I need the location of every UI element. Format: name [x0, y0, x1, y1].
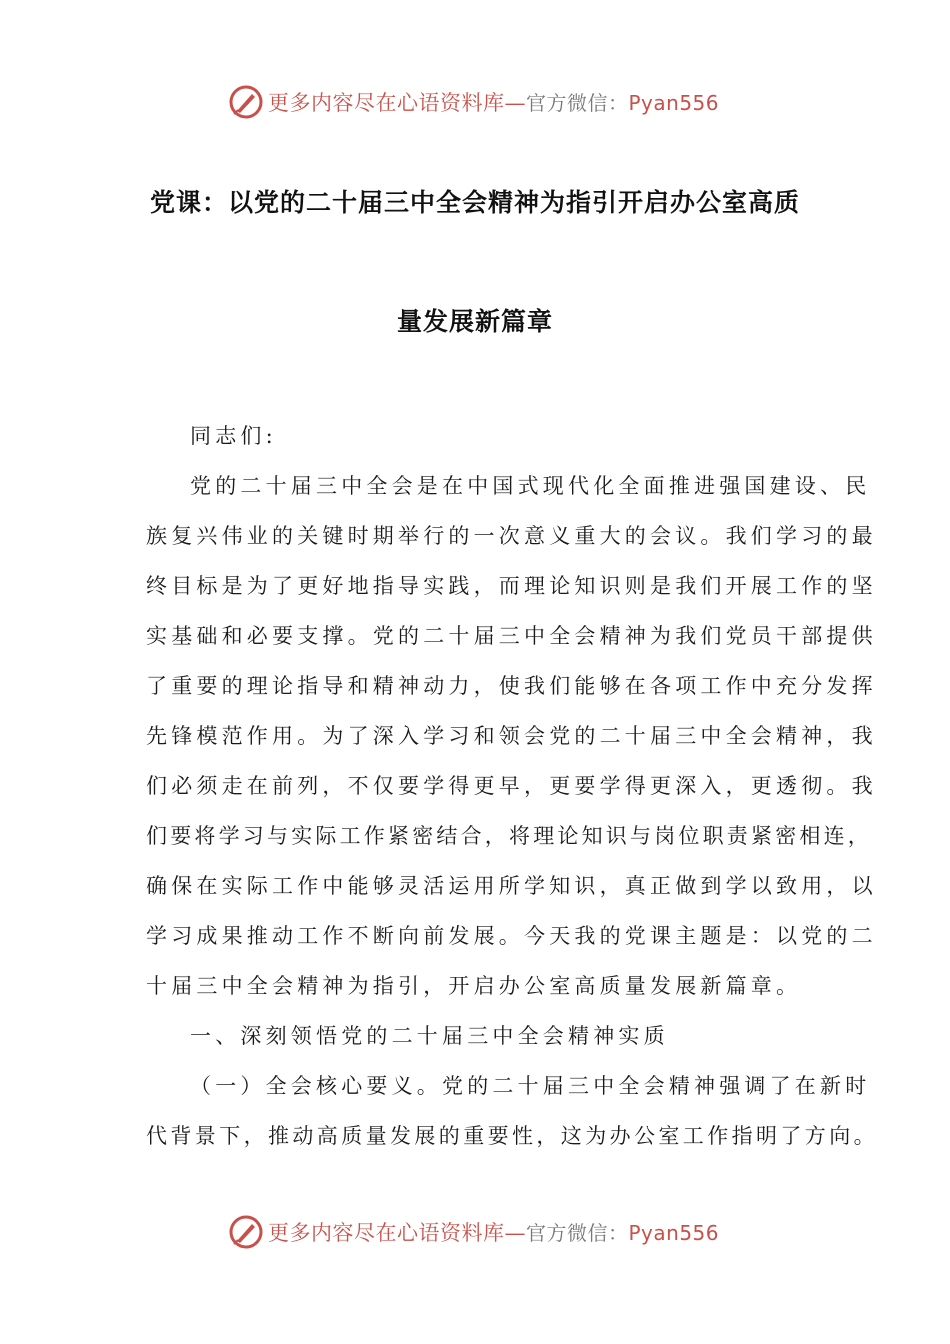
pen-circle-logo-icon [228, 84, 264, 120]
body-line: 十届三中全会精神为指引，开启办公室高质量发展新篇章。 [146, 974, 802, 998]
watermark-dash: — [504, 1221, 526, 1245]
body-line: 学习成果推动工作不断向前发展。今天我的党课主题是：以党的二 [146, 924, 877, 948]
body-line: 们必须走在前列，不仅要学得更早，更要学得更深入，更透彻。我 [146, 774, 877, 798]
body-line: 实基础和必要支撑。党的二十届三中全会精神为我们党员干部提供 [146, 624, 877, 648]
watermark-wechat-label: 官方微信： [526, 91, 629, 115]
subsection-heading: （一）全会核心要义。党的二十届三中全会精神强调了在新时 [190, 1074, 871, 1098]
footer-watermark [0, 1212, 950, 1252]
header-watermark [0, 82, 950, 122]
watermark-wechat-label: 官方微信： [526, 1221, 629, 1245]
body-line: 了重要的理论指导和精神动力，使我们能够在各项工作中充分发挥 [146, 674, 877, 698]
salutation: 同志们: [190, 424, 277, 448]
body-line: 们要将学习与实际工作紧密结合，将理论知识与岗位职责紧密相连， [146, 824, 872, 848]
watermark-wechat-id: Pyan556 [628, 1221, 720, 1245]
watermark-wechat-id: Pyan556 [628, 91, 720, 115]
body-line: 确保在实际工作中能够灵活运用所学知识，真正做到学以致用，以 [146, 874, 877, 898]
watermark-dash: — [504, 91, 526, 115]
body-line: 族复兴伟业的关键时期举行的一次意义重大的会议。我们学习的最 [146, 524, 877, 548]
pen-circle-logo-icon [228, 1214, 264, 1250]
body-line: 代背景下，推动高质量发展的重要性，这为办公室工作指明了方向。 [146, 1124, 878, 1148]
watermark-text: 更多内容尽在心语资料库 [268, 91, 505, 115]
body-line: 先锋模范作用。为了深入学习和领会党的二十届三中全会精神，我 [146, 724, 877, 748]
body-line: 党的二十届三中全会是在中国式现代化全面推进强国建设、民 [190, 474, 871, 498]
body-line: 终目标是为了更好地指导实践，而理论知识则是我们开展工作的坚 [146, 574, 877, 598]
section-heading: 一、深刻领悟党的二十届三中全会精神实质 [190, 1024, 669, 1048]
document-title-line-2: 量发展新篇章 [396, 307, 553, 336]
watermark-text: 更多内容尽在心语资料库 [268, 1221, 505, 1245]
document-title-line-1: 党课：以党的二十届三中全会精神为指引开启办公室高质 [149, 188, 800, 217]
